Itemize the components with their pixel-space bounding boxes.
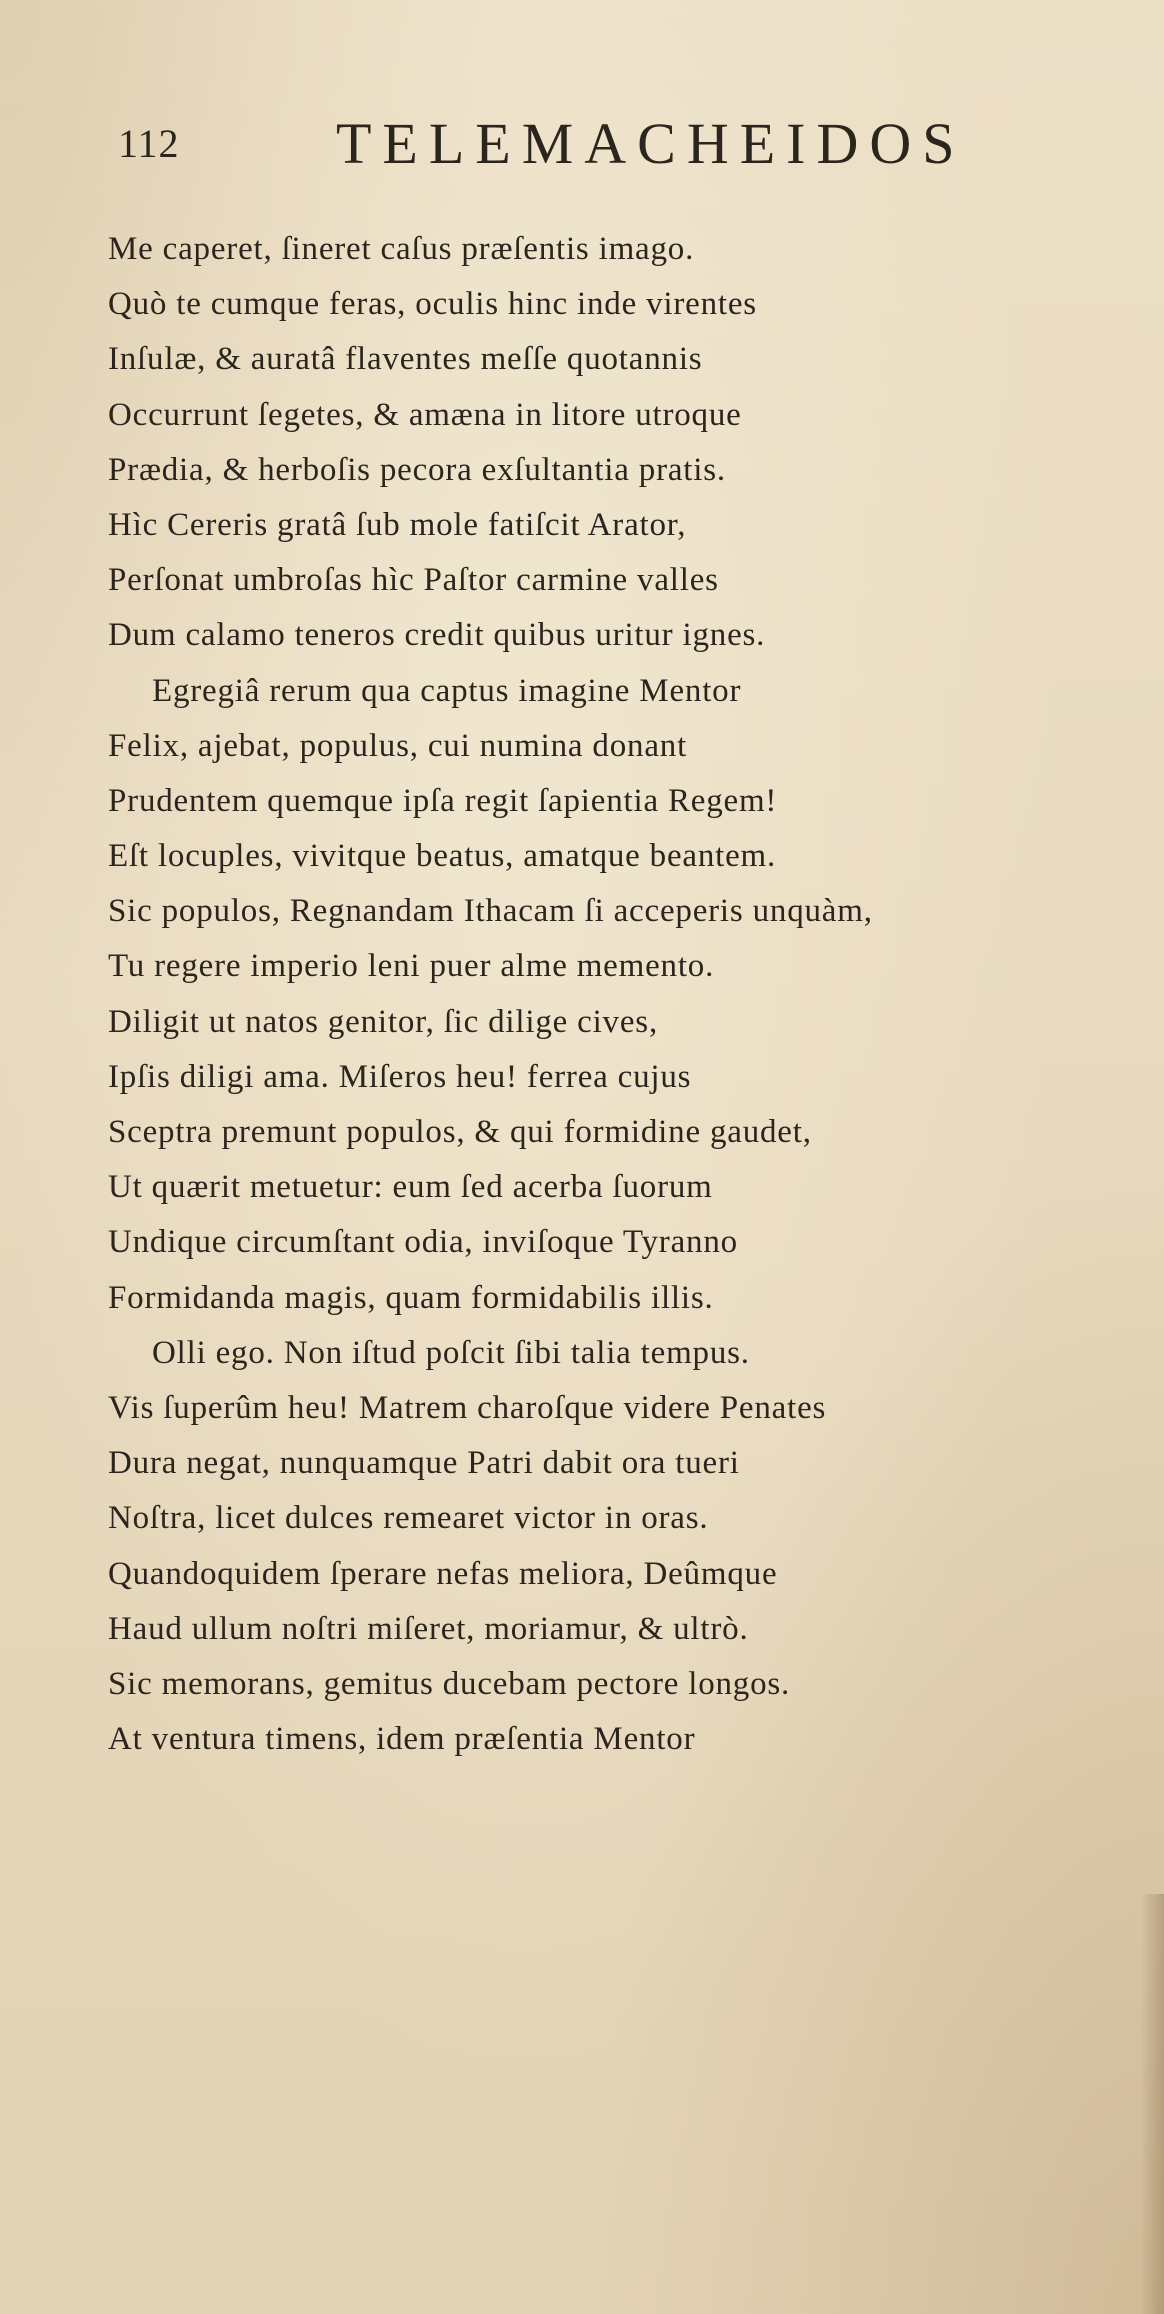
verse-line: Ipſis diligi ama. Miſeros heu! ferrea cujus (108, 1058, 692, 1095)
verse-line: Felix, ajebat, populus, cui numina donant (108, 727, 688, 764)
page-number: 112 (118, 121, 180, 166)
verse-line: Hìc Cereris gratâ ſub mole fatiſcit Arator, (108, 506, 687, 543)
verse-line: Prædia, & herboſis pecora exſultantia pratis. (108, 451, 726, 488)
verse-line: Quandoquidem ſperare nefas meliora, Deûmque (108, 1555, 778, 1592)
verse-line: Noſtra, licet dulces remearet victor in oras. (108, 1500, 709, 1537)
verse-list (108, 222, 1128, 1767)
verse-line: At ventura timens, idem præſentia Mentor (108, 1721, 696, 1758)
verse-line: Undique circumſtant odia, inviſoque Tyranno (108, 1224, 738, 1261)
verse-line: Eſt locuples, vivitque beatus, amatque beantem. (108, 838, 777, 875)
verse-line: Vis ſuperûm heu! Matrem charoſque videre Penates (108, 1389, 827, 1426)
verse-line: Inſulæ, & auratâ flaventes meſſe quotannis (108, 341, 703, 378)
verse-line: Sic memorans, gemitus ducebam pectore longos. (108, 1665, 791, 1702)
verse-line: Formidanda magis, quam formidabilis illis. (108, 1279, 714, 1316)
verse-line: Occurrunt ſegetes, & amæna in litore utroque (108, 396, 742, 433)
verse-line: Ut quærit metuetur: eum ſed acerba ſuorum (108, 1169, 713, 1206)
verse-line: Haud ullum noſtri miſeret, moriamur, & ultrò. (108, 1610, 749, 1647)
verse-line: Perſonat umbroſas hìc Paſtor carmine valles (108, 562, 719, 599)
verse-line: Egregiâ rerum qua captus imagine Mentor (152, 672, 742, 709)
verse-line: Tu regere imperio leni puer alme memento. (108, 948, 715, 985)
verse-line: Prudentem quemque ipſa regit ſapientia Regem! (108, 782, 778, 819)
page-header (118, 100, 1018, 180)
running-head: TELEMACHEIDOS (336, 111, 966, 176)
verse-line: Diligit ut natos genitor, ſic dilige cives, (108, 1003, 658, 1040)
verse-line: Quò te cumque feras, oculis hinc inde virentes (108, 286, 757, 323)
verse-line: Sceptra premunt populos, & qui formidine gaudet, (108, 1114, 812, 1150)
verse-line: Olli ego. Non iſtud poſcit ſibi talia tempus. (152, 1334, 750, 1371)
verse-line: Me caperet, ſineret caſus præſentis imago. (108, 231, 695, 267)
verse-line: Dum calamo teneros credit quibus uritur ignes. (108, 617, 766, 654)
verse-line: Sic populos, Regnandam Ithacam ſi acceperis unquàm, (108, 893, 873, 930)
verse-line: Dura negat, nunquamque Patri dabit ora tueri (108, 1445, 740, 1482)
page-edge-shadow (1140, 1894, 1164, 2314)
